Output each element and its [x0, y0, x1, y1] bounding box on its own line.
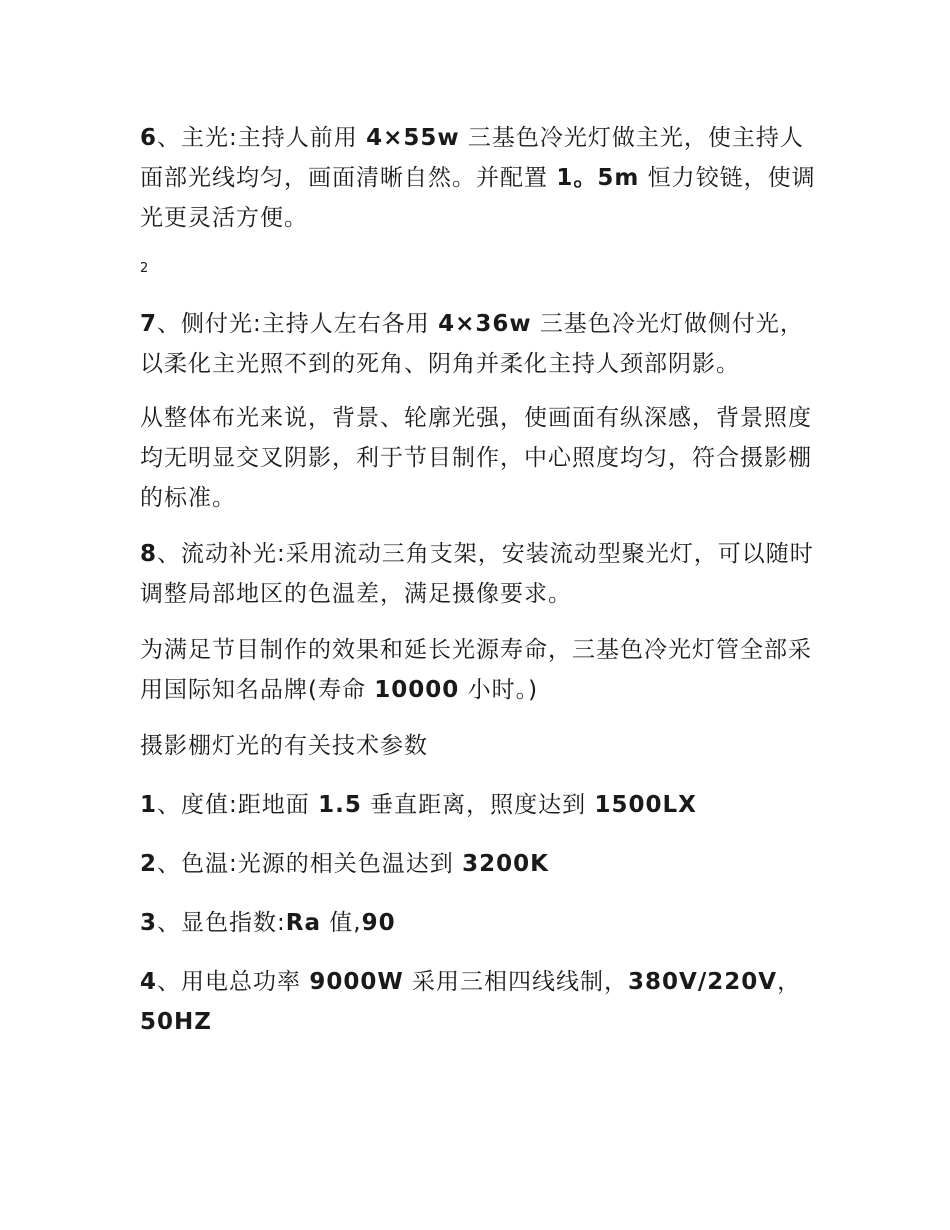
bold-value: 1.5 [318, 792, 362, 818]
text-span: 、显色指数: [157, 910, 286, 936]
bold-value: 3200K [462, 851, 549, 877]
text-span: 、流动补光:采用流动三角支架，安装流动型聚光灯，可以随时调整局部地区的色温差，满足摄像要求。 [140, 541, 814, 607]
text-span: 、侧付光:主持人左右各用 [157, 311, 439, 337]
item-number: 7 [140, 311, 158, 337]
text-span: 采用三相四线线制， [403, 969, 629, 995]
text-span: 、用电总功率 [157, 969, 310, 995]
bold-value: 90 [361, 910, 396, 936]
bold-value: 9000W [309, 969, 404, 995]
param-total-power [140, 962, 820, 1042]
paragraph-mobile-fill-light [140, 534, 820, 614]
item-number: 1 [140, 792, 158, 818]
text-span: 值, [321, 910, 362, 936]
bold-value: 50HZ [140, 1009, 212, 1035]
bold-value: 380V/220V [628, 969, 778, 995]
paragraph-lamp-lifetime [140, 630, 820, 710]
param-illuminance [140, 785, 820, 825]
bold-value: 4×55w [366, 125, 460, 151]
item-number: 6 [140, 125, 158, 151]
bold-value: 10000 [374, 677, 460, 703]
item-number: 3 [140, 910, 158, 936]
text-span: 、度值:距地面 [157, 792, 319, 818]
text-span: 小时。) [459, 677, 539, 703]
param-color-rendering-index [140, 903, 820, 943]
item-number: 8 [140, 541, 158, 567]
text-span: 、色温:光源的相关色温达到 [157, 851, 463, 877]
bold-value: 1。5m [556, 165, 640, 191]
paragraph-side-light [140, 304, 820, 384]
text-span: 为满足节目制作的效果和延长光源寿命，三基色冷光灯管全部采用国际知名品牌(寿命 [140, 637, 812, 703]
text-span: 恒力铰链，使调光更灵活方便。 [140, 165, 816, 231]
paragraph-main-light [140, 118, 820, 238]
section-heading-tech-params: 摄影棚灯光的有关技术参数 [140, 733, 428, 759]
param-color-temperature [140, 844, 820, 884]
text-span: 三基色冷光灯做主光，使主持人面部光线均匀，画面清晰自然。并配置 [140, 125, 804, 191]
bold-value: Ra [285, 910, 321, 936]
item-number: 4 [140, 969, 158, 995]
bold-value: 1500LX [594, 792, 697, 818]
text-span: 三基色冷光灯做侧付光，以柔化主光照不到的死角、阴角并柔化主持人颈部阴影。 [140, 311, 804, 377]
text-span: ， [777, 969, 802, 995]
bold-value: 4×36w [438, 311, 532, 337]
paragraph-overall-lighting: 从整体布光来说，背景、轮廓光强，使画面有纵深感，背景照度均无明显交叉阴影，利于节目制作，中心照度均匀，符合摄影棚的标准。 [140, 405, 812, 511]
document-page [140, 118, 820, 1042]
text-span: 垂直距离，照度达到 [361, 792, 595, 818]
item-number: 2 [140, 851, 158, 877]
text-span: 、主光:主持人前用 [157, 125, 367, 151]
page-number: 2 [140, 261, 149, 276]
